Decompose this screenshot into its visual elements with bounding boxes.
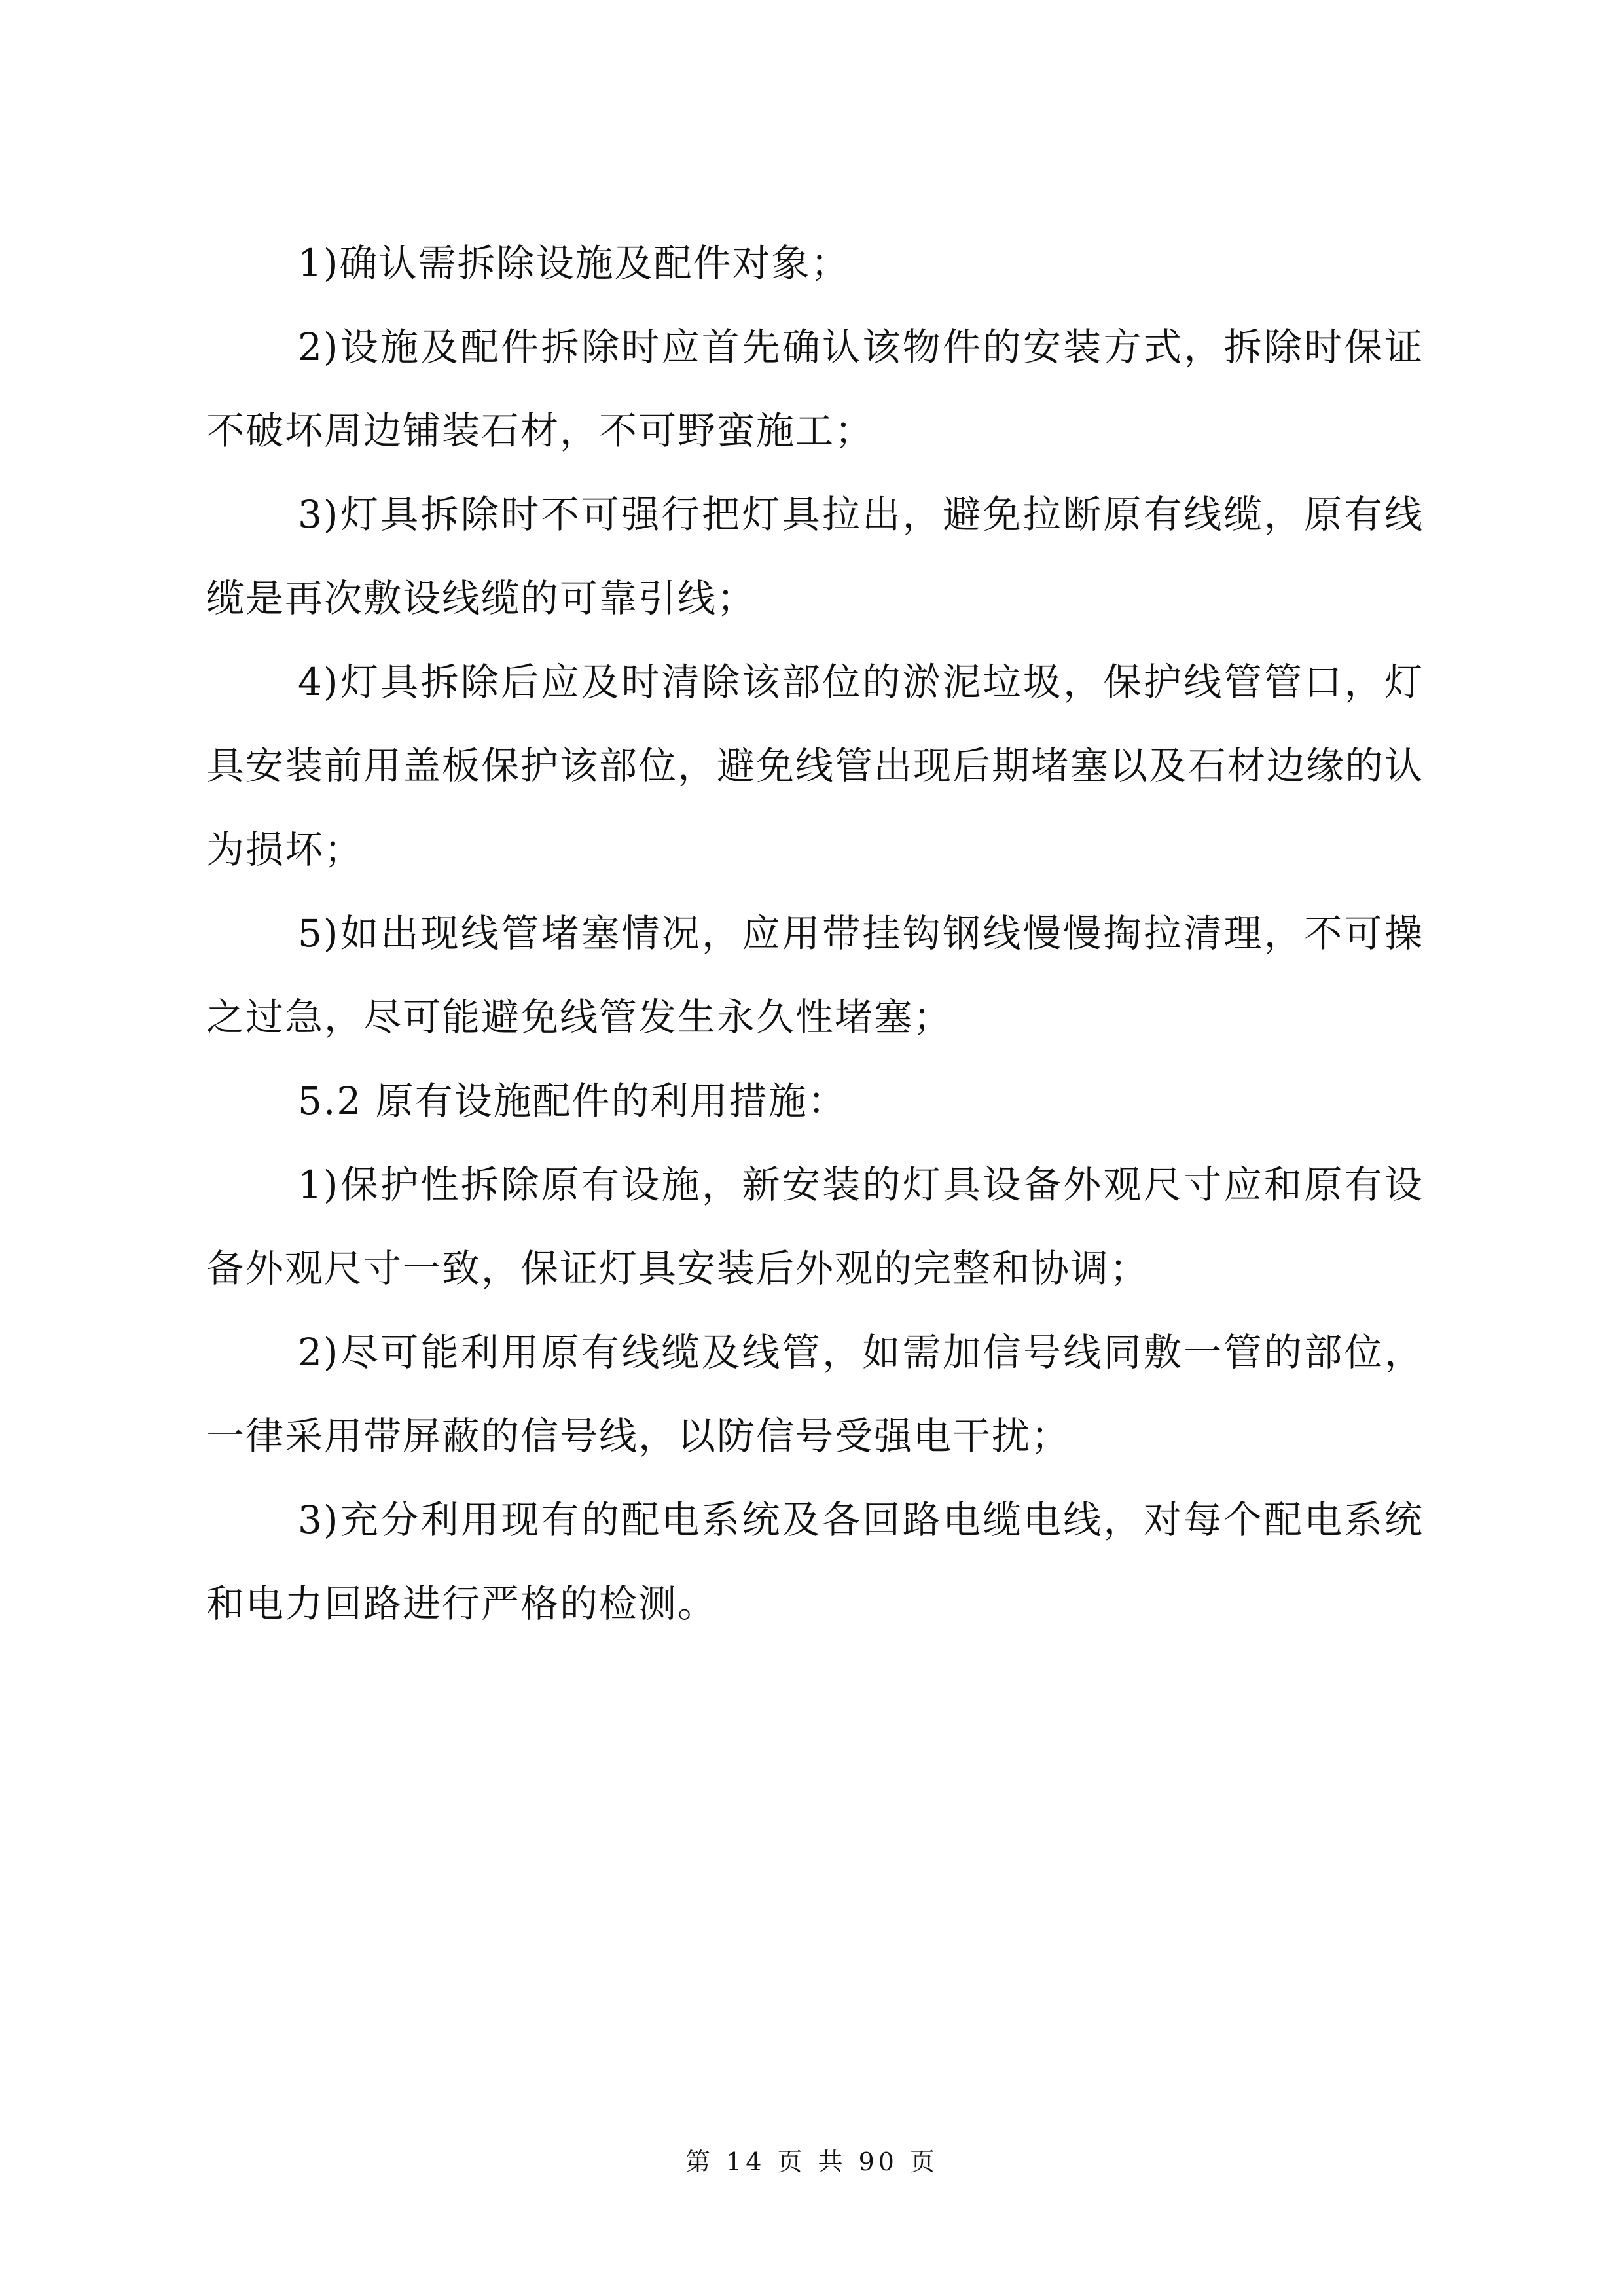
paragraph-remove-step-5: 5)如出现线管堵塞情况，应用带挂钩钢线慢慢掏拉清理，不可操之过急，尽可能避免线管发生永久性堵塞； xyxy=(206,911,1424,1039)
paragraph-reuse-step-2: 2)尽可能利用原有线缆及线管，如需加信号线同敷一管的部位，一律采用带屏蔽的信号线，以防信号受强电干扰； xyxy=(206,1330,1424,1458)
section-heading-5-2: 5.2 原有设施配件的利用措施： xyxy=(298,1079,847,1123)
paragraph-reuse-step-3: 3)充分利用现有的配电系统及各回路电缆电线，对每个配电系统和电力回路进行严格的检测。 xyxy=(206,1498,1424,1626)
document-body xyxy=(206,221,1424,1645)
paragraph-reuse-step-1: 1)保护性拆除原有设施，新安装的灯具设备外观尺寸应和原有设备外观尺寸一致，保证灯具安装后外观的完整和协调； xyxy=(206,1162,1424,1291)
paragraph-remove-step-4: 4)灯具拆除后应及时清除该部位的淤泥垃圾，保护线管管口，灯具安装前用盖板保护该部位，避免线管出现后期堵塞以及石材边缘的认为损坏； xyxy=(206,660,1424,872)
paragraph-remove-step-3: 3)灯具拆除时不可强行把灯具拉出，避免拉断原有线缆，原有线缆是再次敷设线缆的可靠引线； xyxy=(206,492,1424,620)
page-number-footer: 第 14 页 共 90 页 xyxy=(685,2147,939,2176)
paragraph-remove-step-1: 1)确认需拆除设施及配件对象； xyxy=(298,241,850,285)
paragraph-remove-step-2: 2)设施及配件拆除时应首先确认该物件的安装方式，拆除时保证不破坏周边铺装石材，不可野蛮施工； xyxy=(206,325,1424,453)
